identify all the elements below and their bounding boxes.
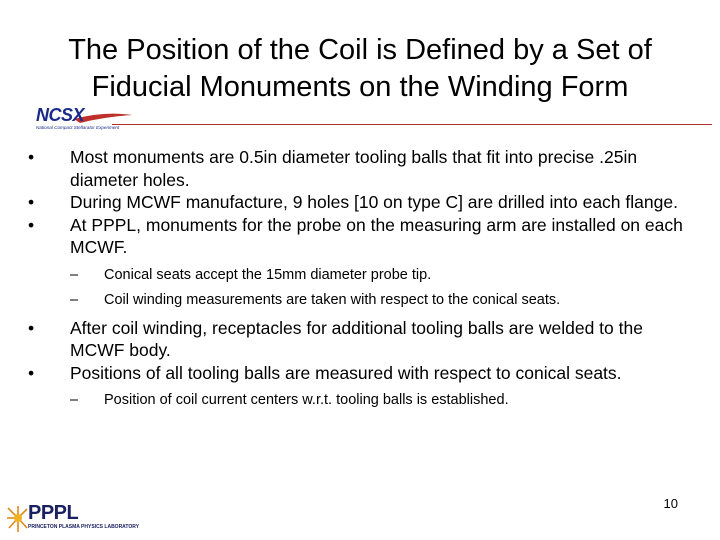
bullet-marker: • — [28, 317, 35, 338]
title-divider — [112, 124, 712, 125]
sub-bullet-text: Coil winding measurements are taken with respect to the conical seats. — [104, 291, 561, 308]
bullet-list — [24, 146, 694, 411]
sub-bullet-marker: – — [70, 266, 79, 283]
list-item — [24, 146, 694, 191]
list-item — [24, 191, 694, 214]
pppl-logo-text: PPPL — [28, 502, 79, 524]
slide-title: The Position of the Coil is Defined by a Set of Fiducial Monuments on the Winding Form — [68, 34, 652, 103]
sub-bullet-marker: – — [70, 291, 79, 308]
sub-bullet-marker: – — [70, 392, 79, 408]
bullet-marker: • — [28, 362, 35, 383]
bullet-marker: • — [28, 192, 35, 212]
ncsx-logo — [34, 105, 134, 135]
pppl-logo — [6, 500, 140, 540]
bullet-text: During MCWF manufacture, 9 holes [10 on type C] are drilled into each flange. — [70, 192, 678, 212]
sub-list-item — [70, 390, 694, 411]
sub-bullet-text: Conical seats accept the 15mm diameter probe tip. — [104, 266, 432, 283]
bullet-text: Most monuments are 0.5in diameter tooling balls that fit into precise .25in diameter holes. — [70, 147, 638, 190]
pppl-logo-subtext: PRINCETON PLASMA PHYSICS LABORATORY — [28, 524, 140, 530]
bullet-marker: • — [28, 214, 35, 235]
bullet-text: After coil winding, receptacles for additional tooling balls are welded to the MCWF body. — [70, 317, 643, 360]
bullet-marker: • — [28, 147, 35, 167]
page-number: 10 — [663, 496, 678, 511]
sub-list-item — [70, 265, 694, 286]
bullet-text: Positions of all tooling balls are measured with respect to conical seats. — [70, 362, 622, 383]
list-item — [24, 362, 694, 385]
list-item — [24, 214, 694, 259]
sub-bullet-text: Position of coil current centers w.r.t. tooling balls is established. — [104, 392, 509, 408]
ncsx-logo-subtext: National Compact Stellarator Experiment — [36, 125, 120, 130]
ncsx-logo-text: NCSX — [36, 105, 85, 125]
list-item — [24, 317, 694, 362]
bullet-text: At PPPL, monuments for the probe on the measuring arm are installed on each MCWF. — [70, 214, 683, 257]
sub-list-item — [70, 290, 694, 311]
